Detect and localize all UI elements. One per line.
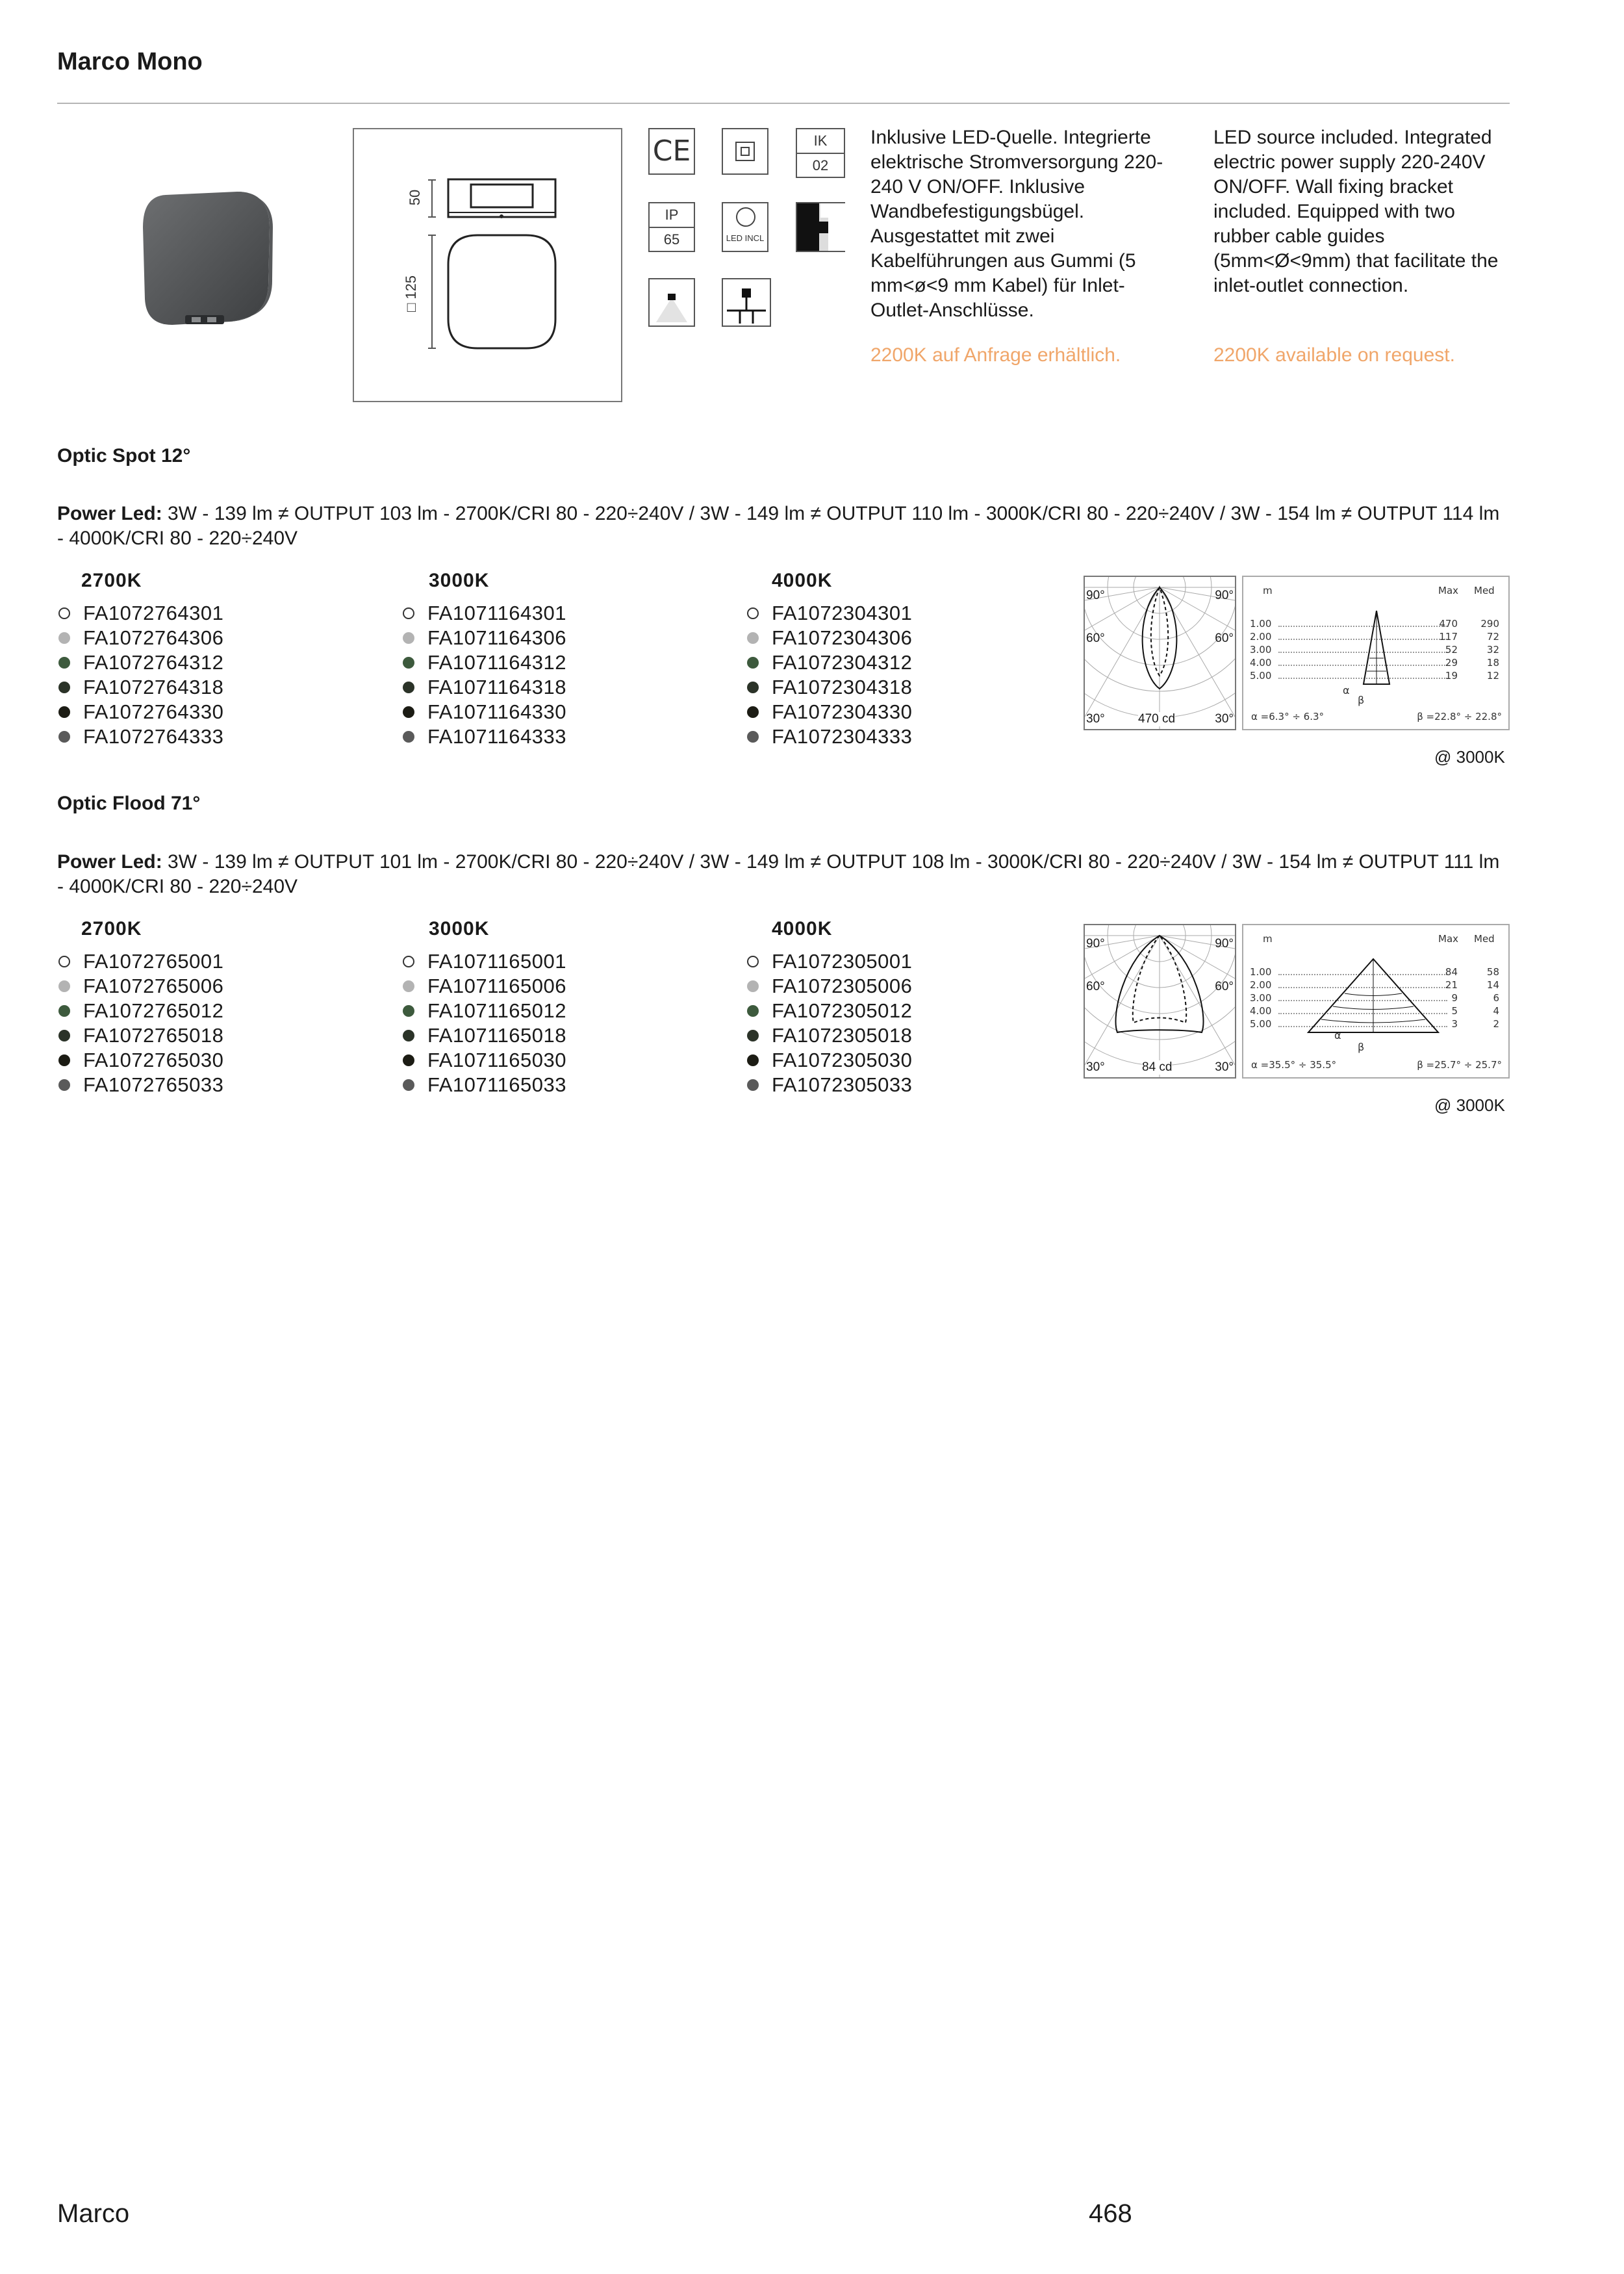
spot-power-text: 3W - 139 lm ≠ OUTPUT 103 lm - 2700K/CRI 80 - 220÷240V / 3W - 149 lm ≠ OUTPUT 110 lm - 3000K/CRI 80 - 220÷240V / 3W - 154 lm ≠ OUTPUT 114 lm - 4000K/CRI 80 - 220÷240V bbox=[57, 503, 1500, 549]
spot-illuminance-table bbox=[1242, 576, 1510, 730]
finish-color-dot bbox=[403, 1030, 414, 1041]
illuminance-med: 14 bbox=[1486, 979, 1499, 991]
finish-color-dot bbox=[747, 657, 759, 669]
product-code: FA1072765006 bbox=[83, 975, 224, 997]
product-code: FA1072765033 bbox=[83, 1073, 224, 1096]
illuminance-max: 3 bbox=[1451, 1018, 1458, 1030]
product-code-item bbox=[57, 650, 223, 675]
product-code-item bbox=[57, 724, 223, 749]
finish-color-dot bbox=[747, 632, 759, 644]
product-code: FA1072764333 bbox=[83, 725, 224, 748]
product-code-item bbox=[401, 601, 566, 626]
flood-alpha-range: α =35.5° ÷ 35.5° bbox=[1251, 1059, 1337, 1071]
flood-section-title: Optic Flood 71° bbox=[57, 793, 201, 814]
product-code-item bbox=[57, 700, 223, 724]
finish-color-dot bbox=[403, 731, 414, 743]
illuminance-max: 21 bbox=[1445, 979, 1458, 991]
spot-polar-90-right: 90° bbox=[1215, 589, 1234, 602]
illuminance-distance: 2.00 bbox=[1250, 979, 1272, 991]
page-title: Marco Mono bbox=[57, 48, 203, 75]
dimension-drawing-lines bbox=[354, 129, 621, 401]
finish-color-dot bbox=[747, 731, 759, 743]
finish-color-dot bbox=[403, 956, 414, 967]
spot-col-2700k-heading: 2700K bbox=[81, 570, 142, 591]
ik-label: IK bbox=[797, 129, 844, 154]
illuminance-distance: 3.00 bbox=[1250, 644, 1272, 656]
cable-inlet-svg bbox=[723, 279, 770, 326]
product-code-item bbox=[401, 626, 566, 650]
dimension-drawing bbox=[353, 128, 622, 402]
spot-at-3000k: @ 3000K bbox=[1434, 747, 1505, 767]
illuminance-med: 290 bbox=[1480, 618, 1499, 630]
flood-polar-30-left: 30° bbox=[1086, 1060, 1105, 1074]
product-code-item bbox=[746, 724, 912, 749]
flood-illuminance-table bbox=[1242, 924, 1510, 1079]
product-code-item bbox=[57, 626, 223, 650]
spot-polar-60-right: 60° bbox=[1215, 632, 1234, 645]
finish-color-dot bbox=[403, 706, 414, 718]
finish-color-dot bbox=[58, 731, 70, 743]
product-code-item bbox=[57, 1073, 223, 1097]
product-code: FA1072305033 bbox=[772, 1073, 913, 1096]
product-code: FA1072765012 bbox=[83, 999, 224, 1022]
product-code: FA1071164306 bbox=[427, 626, 567, 649]
flood-power-line bbox=[57, 850, 1510, 899]
finish-color-dot bbox=[58, 682, 70, 693]
finish-color-dot bbox=[58, 657, 70, 669]
flood-polar-30-right: 30° bbox=[1215, 1060, 1234, 1074]
spot-polar-30-right: 30° bbox=[1215, 712, 1234, 726]
product-photo bbox=[140, 188, 273, 338]
product-code: FA1071165006 bbox=[427, 975, 567, 997]
illuminance-distance: 4.00 bbox=[1250, 1005, 1272, 1017]
flood-table-head-max: Max bbox=[1438, 933, 1459, 945]
spot-table-head-med: Med bbox=[1474, 585, 1495, 596]
flood-polar-60-right: 60° bbox=[1215, 980, 1234, 993]
illuminance-distance: 5.00 bbox=[1250, 1018, 1272, 1030]
flood-polar-60-left: 60° bbox=[1086, 980, 1105, 993]
finish-color-dot bbox=[58, 980, 70, 992]
spot-beta-range: β =22.8° ÷ 22.8° bbox=[1417, 711, 1502, 722]
product-code: FA1071164318 bbox=[427, 676, 567, 698]
class-ii-icon bbox=[722, 128, 768, 175]
product-code-item bbox=[57, 974, 223, 999]
class-ii-inner-square bbox=[741, 147, 750, 156]
flood-col-3000k-heading: 3000K bbox=[429, 918, 490, 939]
led-included-icon bbox=[722, 202, 768, 252]
flood-table-head-m: m bbox=[1263, 933, 1273, 945]
product-code: FA1072764312 bbox=[83, 651, 224, 674]
dim-height-label: 50 bbox=[407, 189, 424, 206]
product-code-item bbox=[401, 724, 566, 749]
ip-rating-icon bbox=[648, 202, 695, 252]
spot-table-beta: β bbox=[1358, 694, 1365, 706]
flood-polar-90-left: 90° bbox=[1086, 937, 1105, 951]
spot-col-4000k-heading: 4000K bbox=[772, 570, 833, 591]
spot-polar-diagram bbox=[1084, 576, 1236, 730]
finish-color-dot bbox=[403, 607, 414, 619]
ip-label: IP bbox=[650, 203, 694, 228]
wall-mount-lamp bbox=[819, 222, 828, 233]
description-en: LED source included. Integrated electric power supply 220-240V ON/OFF. Wall fixing bracket included. Equipped with two rubber cable guides (5mm<Ø<9mm) that facilitate the inlet-outlet connection. bbox=[1213, 127, 1499, 296]
product-code: FA1072304318 bbox=[772, 676, 913, 698]
header-divider bbox=[57, 103, 1510, 104]
flood-codes-3000k bbox=[401, 949, 566, 1097]
dim-width-label: □ 125 bbox=[403, 275, 420, 313]
product-code-item bbox=[746, 1048, 912, 1073]
illuminance-distance: 1.00 bbox=[1250, 618, 1272, 630]
flood-power-label: Power Led: bbox=[57, 851, 162, 873]
led-circle bbox=[736, 207, 755, 227]
illuminance-max: 19 bbox=[1445, 670, 1458, 682]
flood-codes-4000k bbox=[746, 949, 912, 1097]
product-code-item bbox=[401, 1023, 566, 1048]
spot-col-3000k-heading: 3000K bbox=[429, 570, 490, 591]
wall-mount-gap-top bbox=[820, 203, 845, 218]
flood-polar-cd: 84 cd bbox=[1142, 1060, 1173, 1074]
page-number: 468 bbox=[1089, 2199, 1132, 2228]
downlight-svg bbox=[650, 279, 694, 326]
product-code: FA1072764330 bbox=[83, 700, 224, 723]
finish-color-dot bbox=[403, 682, 414, 693]
product-code-item bbox=[401, 999, 566, 1023]
product-code: FA1072764318 bbox=[83, 676, 224, 698]
illuminance-med: 58 bbox=[1486, 966, 1499, 978]
spot-codes-2700k bbox=[57, 601, 223, 749]
spot-power-line bbox=[57, 502, 1510, 551]
product-code-item bbox=[746, 675, 912, 700]
flood-col-2700k-heading: 2700K bbox=[81, 918, 142, 939]
cable-inlet-icon bbox=[722, 278, 771, 327]
wall-mount-wall bbox=[797, 203, 819, 251]
illuminance-med: 18 bbox=[1486, 657, 1499, 669]
finish-color-dot bbox=[58, 1005, 70, 1017]
spot-polar-90-left: 90° bbox=[1086, 589, 1105, 602]
finish-color-dot bbox=[747, 956, 759, 967]
wall-mount-icon bbox=[796, 202, 845, 252]
illuminance-max: 5 bbox=[1451, 1005, 1458, 1017]
product-code: FA1072305006 bbox=[772, 975, 913, 997]
product-code-item bbox=[57, 999, 223, 1023]
flood-polar-grid bbox=[1085, 925, 1235, 1077]
finish-color-dot bbox=[58, 607, 70, 619]
product-code: FA1072304306 bbox=[772, 626, 913, 649]
illuminance-med: 4 bbox=[1493, 1005, 1499, 1017]
product-code: FA1072305012 bbox=[772, 999, 913, 1022]
description-de: Inklusive LED-Quelle. Integrierte elektrische Stromversorgung 220-240 V ON/OFF. Inklusive Wandbefestigungsbügel. Ausgestattet mit zwei Kabelführungen aus Gummi (5 mm<ø<9 mm Kabel) für Inlet-Outlet-Anschlüsse. bbox=[870, 127, 1163, 321]
flood-codes-2700k bbox=[57, 949, 223, 1097]
product-code-item bbox=[746, 999, 912, 1023]
illuminance-med: 32 bbox=[1486, 644, 1499, 656]
finish-color-dot bbox=[403, 632, 414, 644]
flood-at-3000k: @ 3000K bbox=[1434, 1095, 1505, 1115]
spot-polar-30-left: 30° bbox=[1086, 712, 1105, 726]
product-code: FA1071164312 bbox=[427, 651, 567, 674]
flood-beam-cone bbox=[1295, 958, 1451, 1042]
product-code-item bbox=[401, 700, 566, 724]
spot-beam-cone bbox=[1347, 609, 1406, 694]
finish-color-dot bbox=[747, 706, 759, 718]
finish-color-dot bbox=[403, 1079, 414, 1091]
product-code: FA1071165018 bbox=[427, 1024, 567, 1047]
finish-color-dot bbox=[403, 657, 414, 669]
flood-table-head-med: Med bbox=[1474, 933, 1495, 945]
illuminance-distance: 1.00 bbox=[1250, 966, 1272, 978]
ce-mark-icon bbox=[648, 128, 695, 175]
led-incl-label: LED INCL bbox=[726, 233, 765, 243]
ik-rating-icon bbox=[796, 128, 845, 178]
finish-color-dot bbox=[58, 632, 70, 644]
finish-color-dot bbox=[58, 956, 70, 967]
finish-color-dot bbox=[403, 980, 414, 992]
finish-color-dot bbox=[58, 1030, 70, 1041]
product-code: FA1072304330 bbox=[772, 700, 913, 723]
product-code: FA1072305001 bbox=[772, 950, 913, 973]
product-code-item bbox=[401, 1073, 566, 1097]
spot-table-alpha: α bbox=[1343, 684, 1350, 696]
product-code-item bbox=[401, 675, 566, 700]
product-code-item bbox=[57, 949, 223, 974]
spot-power-label: Power Led: bbox=[57, 503, 162, 524]
product-code-item bbox=[746, 949, 912, 974]
illuminance-max: 470 bbox=[1439, 618, 1458, 630]
finish-color-dot bbox=[58, 1054, 70, 1066]
product-code: FA1072764301 bbox=[83, 602, 224, 624]
product-code: FA1072305030 bbox=[772, 1049, 913, 1071]
finish-color-dot bbox=[747, 1030, 759, 1041]
finish-color-dot bbox=[747, 1079, 759, 1091]
finish-color-dot bbox=[58, 1079, 70, 1091]
illuminance-med: 2 bbox=[1493, 1018, 1499, 1030]
spot-polar-cd: 470 cd bbox=[1138, 712, 1176, 726]
illuminance-max: 84 bbox=[1445, 966, 1458, 978]
product-code-item bbox=[746, 700, 912, 724]
wall-mount-gap-right bbox=[828, 218, 845, 251]
finish-color-dot bbox=[747, 682, 759, 693]
illuminance-med: 72 bbox=[1486, 631, 1499, 643]
finish-color-dot bbox=[403, 1054, 414, 1066]
finish-color-dot bbox=[403, 1005, 414, 1017]
illuminance-distance: 5.00 bbox=[1250, 670, 1272, 682]
product-code-item bbox=[57, 601, 223, 626]
finish-color-dot bbox=[747, 1005, 759, 1017]
spot-table-head-m: m bbox=[1263, 585, 1273, 596]
product-code-item bbox=[401, 1048, 566, 1073]
product-code: FA1071164330 bbox=[427, 700, 567, 723]
flood-table-beta: β bbox=[1358, 1041, 1365, 1053]
illuminance-med: 6 bbox=[1493, 992, 1499, 1004]
spot-alpha-range: α =6.3° ÷ 6.3° bbox=[1251, 711, 1325, 722]
product-code: FA1072764306 bbox=[83, 626, 224, 649]
product-code-item bbox=[746, 974, 912, 999]
product-code: FA1072305018 bbox=[772, 1024, 913, 1047]
illuminance-distance: 4.00 bbox=[1250, 657, 1272, 669]
product-code: FA1071165033 bbox=[427, 1073, 567, 1096]
ce-mark-text: CE bbox=[652, 134, 691, 168]
illuminance-max: 117 bbox=[1439, 631, 1458, 643]
product-code: FA1071165001 bbox=[427, 950, 567, 973]
spot-codes-4000k bbox=[746, 601, 912, 749]
ip-value: 65 bbox=[663, 231, 680, 248]
product-code: FA1072304301 bbox=[772, 602, 913, 624]
product-code-item bbox=[401, 949, 566, 974]
note-2200k-de: 2200K auf Anfrage erhältlich. bbox=[870, 344, 1121, 366]
product-code-item bbox=[57, 1048, 223, 1073]
illuminance-max: 9 bbox=[1451, 992, 1458, 1004]
spot-codes-3000k bbox=[401, 601, 566, 749]
product-code: FA1072765001 bbox=[83, 950, 224, 973]
flood-beta-range: β =25.7° ÷ 25.7° bbox=[1417, 1059, 1502, 1071]
product-code: FA1072304312 bbox=[772, 651, 913, 674]
flood-power-text: 3W - 139 lm ≠ OUTPUT 101 lm - 2700K/CRI 80 - 220÷240V / 3W - 149 lm ≠ OUTPUT 108 lm - 3000K/CRI 80 - 220÷240V / 3W - 154 lm ≠ OUTPUT 111 lm - 4000K/CRI 80 - 220÷240V bbox=[57, 851, 1500, 897]
product-code-item bbox=[57, 675, 223, 700]
note-2200k-en: 2200K available on request. bbox=[1213, 344, 1455, 366]
finish-color-dot bbox=[747, 980, 759, 992]
product-code-item bbox=[401, 974, 566, 999]
product-code-item bbox=[746, 650, 912, 675]
finish-color-dot bbox=[747, 1054, 759, 1066]
product-code: FA1072765030 bbox=[83, 1049, 224, 1071]
finish-color-dot bbox=[747, 607, 759, 619]
product-code: FA1071164301 bbox=[427, 602, 567, 624]
product-code: FA1071165012 bbox=[427, 999, 567, 1022]
product-code: FA1072765018 bbox=[83, 1024, 224, 1047]
product-code: FA1072304333 bbox=[772, 725, 913, 748]
flood-polar-90-right: 90° bbox=[1215, 937, 1234, 951]
product-code: FA1071165030 bbox=[427, 1049, 567, 1071]
product-code-item bbox=[746, 1073, 912, 1097]
finish-color-dot bbox=[58, 706, 70, 718]
product-code: FA1071164333 bbox=[427, 725, 567, 748]
product-code-item bbox=[746, 626, 912, 650]
product-code-item bbox=[746, 1023, 912, 1048]
spot-polar-60-left: 60° bbox=[1086, 632, 1105, 645]
product-code-item bbox=[401, 650, 566, 675]
flood-polar-diagram bbox=[1084, 924, 1236, 1079]
spot-polar-grid bbox=[1085, 577, 1235, 729]
flood-table-alpha: α bbox=[1334, 1029, 1341, 1041]
product-code-item bbox=[57, 1023, 223, 1048]
illuminance-max: 29 bbox=[1445, 657, 1458, 669]
spot-table-head-max: Max bbox=[1438, 585, 1459, 596]
footer-series-name: Marco bbox=[57, 2199, 130, 2228]
spot-section-title: Optic Spot 12° bbox=[57, 445, 191, 466]
flood-col-4000k-heading: 4000K bbox=[772, 918, 833, 939]
product-code-item bbox=[746, 601, 912, 626]
illuminance-distance: 3.00 bbox=[1250, 992, 1272, 1004]
downlight-icon bbox=[648, 278, 695, 327]
illuminance-distance: 2.00 bbox=[1250, 631, 1272, 643]
ik-value: 02 bbox=[812, 157, 829, 173]
illuminance-max: 52 bbox=[1445, 644, 1458, 656]
illuminance-med: 12 bbox=[1486, 670, 1499, 682]
